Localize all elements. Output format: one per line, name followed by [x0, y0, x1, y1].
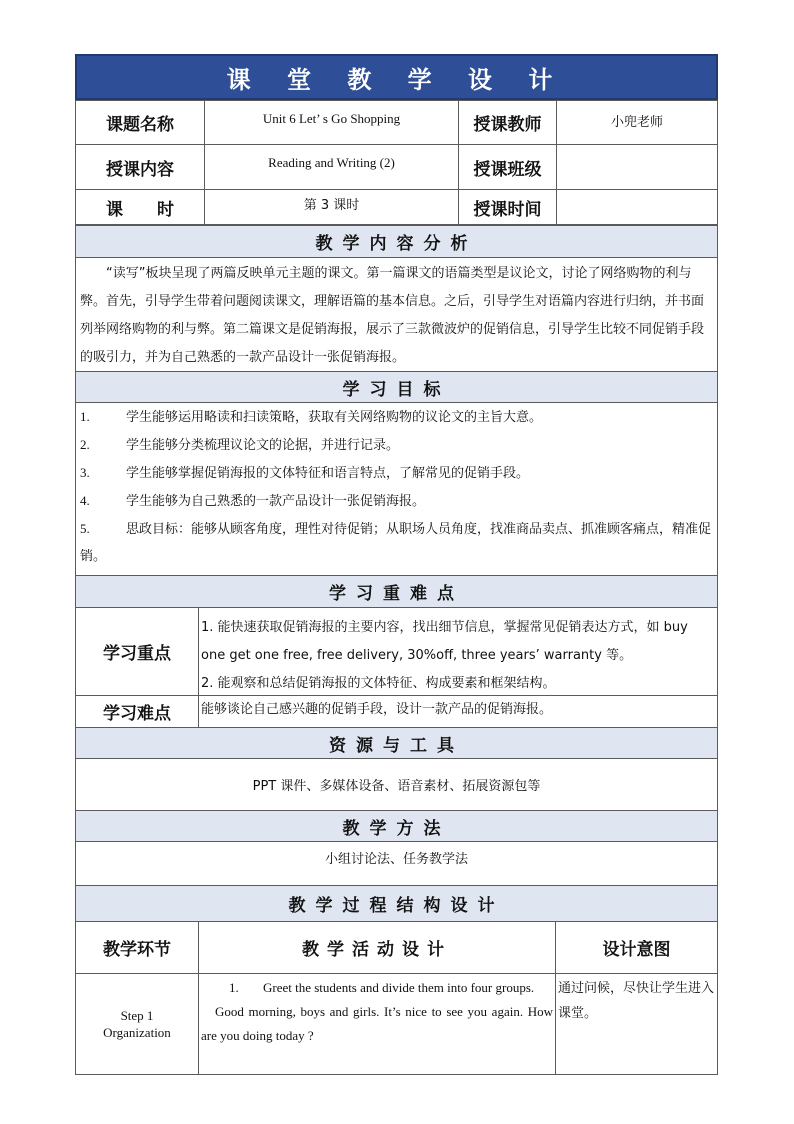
activity-cell [198, 973, 556, 1075]
difficulty-text: 能够谈论自己感兴趣的促销手段，设计一款产品的促销海报。 [198, 695, 718, 728]
objectives-list [75, 402, 718, 576]
analysis-heading: 教学内容分析 [75, 225, 718, 258]
resources-heading: 资源与工具 [75, 727, 718, 759]
class-value [556, 144, 718, 190]
resources-text: PPT 课件、多媒体设备、语音素材、拓展资源包等 [75, 758, 718, 811]
content-label: 授课内容 [75, 144, 205, 190]
focus-line-1: 1. 能快速获取促销海报的主要内容，找出细节信息，掌握常见促销表达方式，如 buy one get one free, free delivery, 30%off, three years’ warranty 等。 [201, 620, 688, 663]
focus-line-2: 2. 能观察和总结促销海报的文体特征、构成要素和框架结构。 [201, 676, 556, 691]
focus-label: 学习重点 [75, 607, 199, 696]
col-activity-header: 教学活动设计 [198, 921, 556, 974]
methods-text: 小组讨论法、任务教学法 [75, 841, 718, 886]
intent-cell: 通过问候，尽快让学生进入课堂。 [555, 973, 718, 1075]
objective-item: 4. 学生能够为自己熟悉的一款产品设计一张促销海报。 [80, 493, 426, 509]
hours-label: 课 时 [75, 189, 205, 225]
key-points-heading: 学习重难点 [75, 575, 718, 608]
analysis-text: “读写”板块呈现了两篇反映单元主题的课文。第一篇课文的语篇类型是议论文，讨论了网络购物的利与弊。首先，引导学生带着问题阅读课文，理解语篇的基本信息。之后，引导学生对语篇内容进行归纳，并书面列举网络购物的利与弊。第二篇课文是促销海报，展示了三款微波炉的促销信息，引导学生比较不同促销手段的吸引力，并为自己熟悉的一款产品设计一张促销海报。 [75, 257, 718, 372]
activity-line-2: Good morning, boys and girls. It’s nice to see you again. How are you doing today ? [201, 1004, 553, 1043]
focus-text [198, 607, 718, 696]
difficulty-label: 学习难点 [75, 695, 199, 728]
teacher-value: 小兜老师 [556, 100, 718, 145]
hours-value: 第 3 课时 [204, 189, 459, 225]
stage-line-1: Step 1 [120, 1008, 154, 1023]
table-row [75, 973, 718, 1075]
objective-item: 2. 学生能够分类梳理议论文的论据，并进行记录。 [80, 437, 400, 453]
objectives-heading: 学习目标 [75, 371, 718, 403]
stage-line-2: Organization [103, 1025, 171, 1040]
content-value: Reading and Writing (2) [204, 144, 459, 190]
objective-item: 1. 学生能够运用略读和扫读策略，获取有关网络购物的议论文的主旨大意。 [80, 409, 543, 425]
col-stage-header: 教学环节 [75, 921, 199, 974]
activity-line-1: 1. Greet the students and divide them into four groups. [229, 980, 535, 995]
page-title [75, 54, 718, 100]
methods-heading: 教学方法 [75, 810, 718, 842]
page-title-text: 课 堂 教 学 设 计 [226, 65, 567, 94]
stage-cell [75, 973, 199, 1075]
class-label: 授课班级 [458, 144, 557, 190]
teacher-label: 授课教师 [458, 100, 557, 145]
topic-value: Unit 6 Let’ s Go Shopping [204, 100, 459, 145]
topic-label: 课题名称 [75, 100, 205, 145]
col-intent-header: 设计意图 [555, 921, 718, 974]
time-label: 授课时间 [458, 189, 557, 225]
objective-item: 5. 思政目标：能够从顾客角度，理性对待促销；从职场人员角度，找准商品卖点、抓准顾客痛点，精准促销。 [80, 521, 712, 564]
process-heading: 教学过程结构设计 [75, 885, 718, 922]
objective-item: 3. 学生能够掌握促销海报的文体特征和语言特点，了解常见的促销手段。 [80, 465, 530, 481]
time-value [556, 189, 718, 225]
